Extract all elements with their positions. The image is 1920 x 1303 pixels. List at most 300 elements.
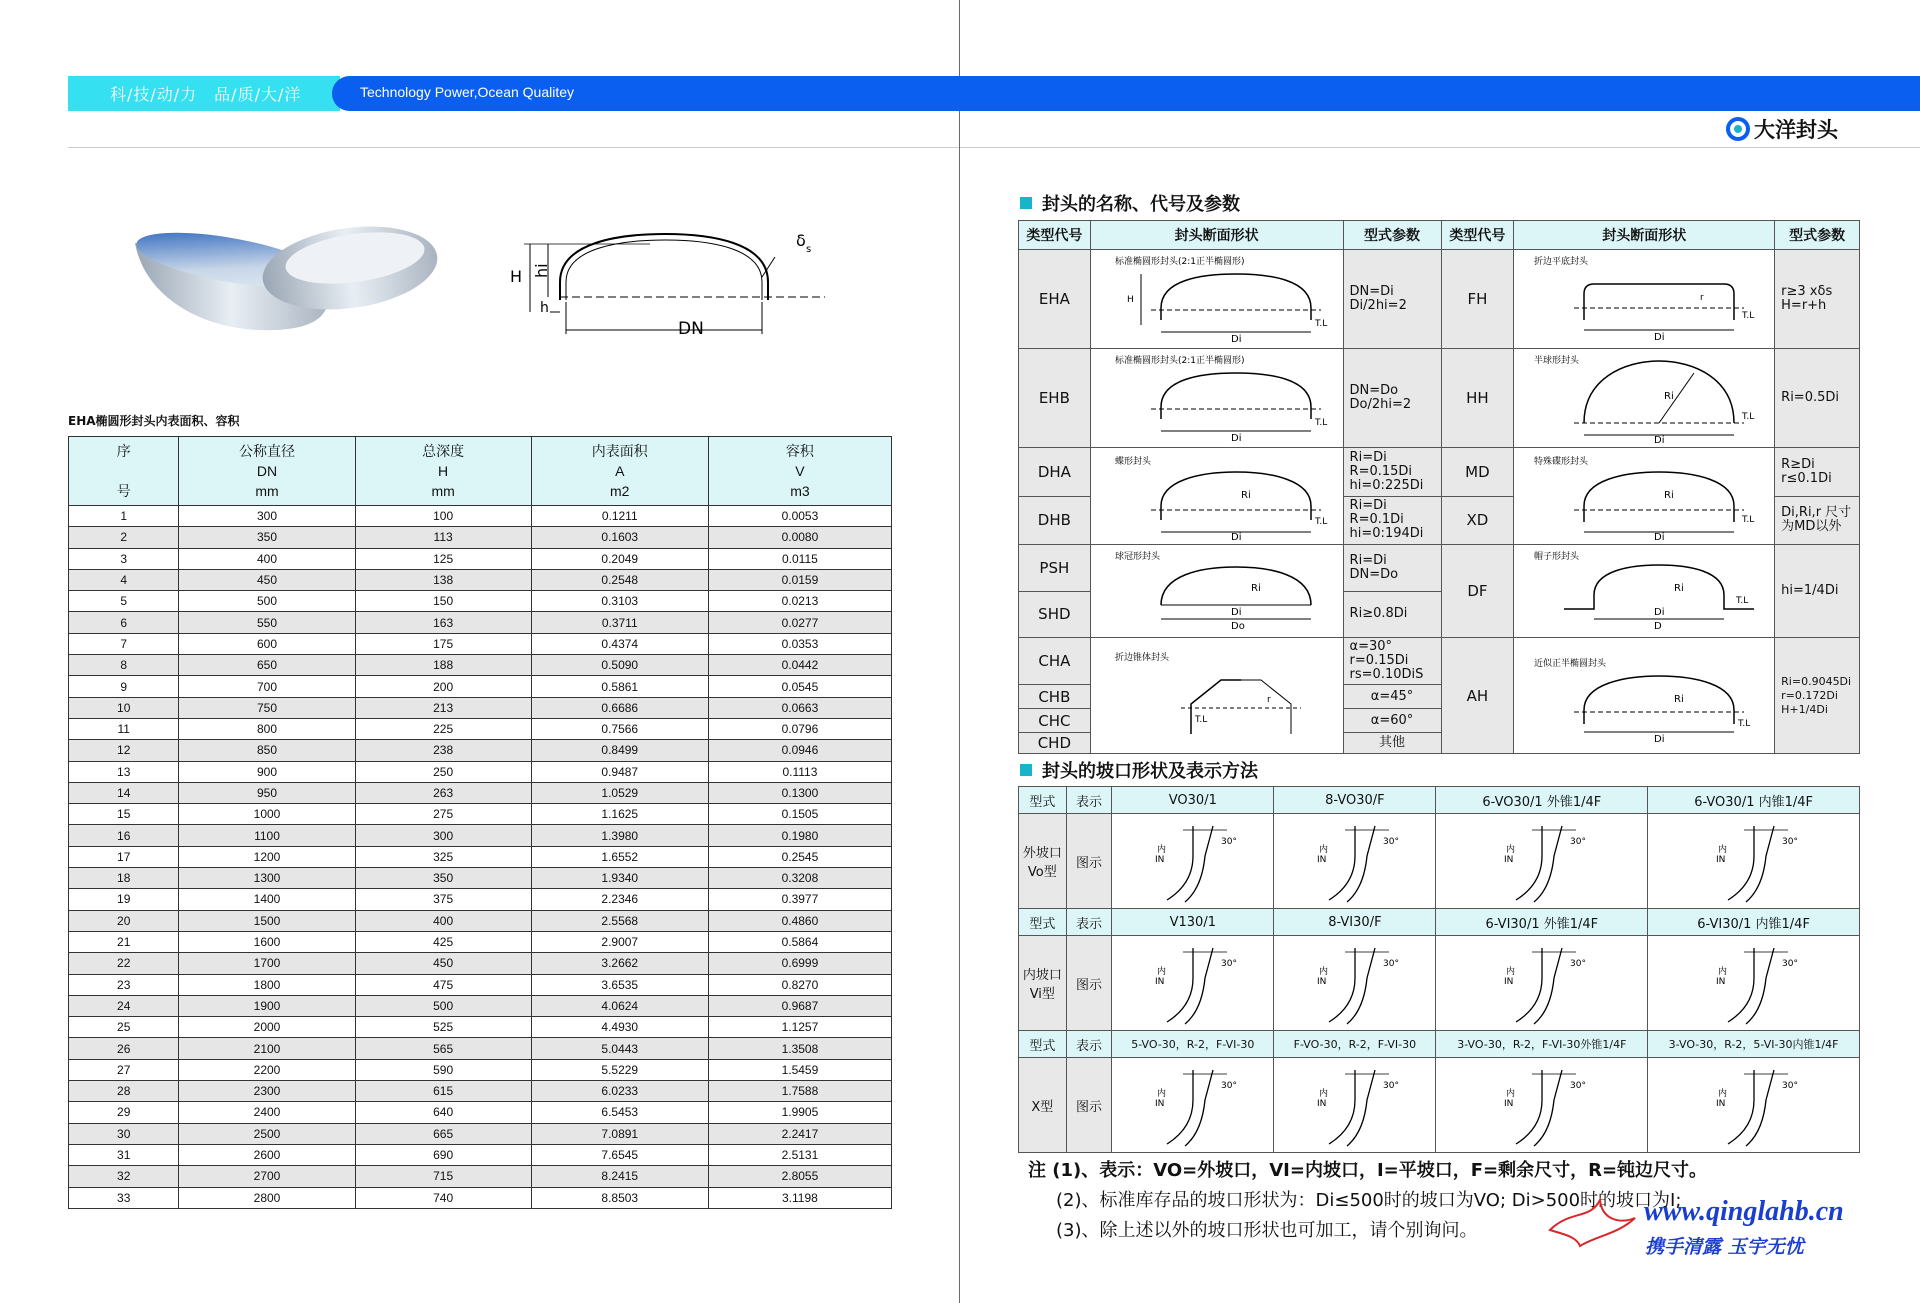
header-area-l3: m2 [610, 483, 630, 499]
param-eha [1343, 250, 1441, 349]
cell-seq: 21 [69, 931, 179, 952]
cell-h: 250 [355, 761, 531, 782]
th-type-code-2: 类型代号 [1441, 221, 1514, 250]
bevel-show-label: 表示 [1066, 1031, 1112, 1058]
cell-area: 2.5568 [531, 910, 708, 931]
cell-volume: 1.1257 [708, 1017, 891, 1038]
cell-volume: 0.0053 [708, 506, 891, 527]
vo-type-label-1: 外坡口 [1022, 846, 1062, 861]
x-col-2: F-VO-30，R-2，F-VI-30 [1274, 1031, 1436, 1058]
label-H: H [510, 267, 523, 286]
vo-col-3: 6-VO30/1 外锥1/4F [1436, 787, 1648, 814]
section-marker-icon [1020, 764, 1032, 776]
param-dha-2: R=0.15Di [1349, 463, 1413, 479]
x-col-3: 3-VO-30，R-2，F-VI-30外锥1/4F [1436, 1031, 1648, 1058]
bevel-vo-row [1019, 814, 1860, 909]
param-shd: Ri≥0.8Di [1343, 591, 1441, 638]
code-ehb: EHB [1019, 349, 1091, 448]
cell-seq: 2 [69, 527, 179, 548]
cell-dn: 650 [179, 655, 355, 676]
table-row [69, 782, 892, 803]
ah-shape-title: 近似正半椭圆封头 [1534, 658, 1607, 669]
table-row [69, 995, 892, 1016]
fh-shape-drawing [1514, 250, 1772, 344]
bevel-deg: 30° [1220, 836, 1237, 847]
bevel-deg: 30° [1781, 836, 1798, 847]
hh-ri: Ri [1664, 391, 1675, 402]
cell-volume: 0.0663 [708, 697, 891, 718]
bevel-header-row [1019, 787, 1860, 814]
cell-h: 138 [355, 569, 531, 590]
bevel-in-en: IN [1154, 976, 1165, 987]
cell-area: 7.0891 [531, 1123, 708, 1144]
bevel-in-en: IN [1154, 854, 1165, 865]
vi-type-label [1019, 936, 1067, 1031]
cell-h: 615 [355, 1081, 531, 1102]
vi-col-2: 8-VI30/F [1274, 909, 1436, 936]
divider-left [68, 147, 959, 148]
cell-dn: 1500 [179, 910, 355, 931]
cell-h: 690 [355, 1144, 531, 1165]
cell-area: 1.6552 [531, 846, 708, 867]
cell-dn: 1700 [179, 953, 355, 974]
code-dhb: DHB [1019, 496, 1091, 545]
psh-shape-drawing [1091, 545, 1341, 633]
psh-shape-title: 球冠形封头 [1114, 552, 1160, 562]
cell-h: 275 [355, 804, 531, 825]
table-row [69, 889, 892, 910]
bevel-type-label: 型式 [1019, 1031, 1067, 1058]
table-row [69, 846, 892, 867]
cell-volume: 2.2417 [708, 1123, 891, 1144]
ehb-shape-drawing [1091, 349, 1341, 443]
cell-seq: 14 [69, 782, 179, 803]
bevel-deg: 30° [1781, 958, 1798, 969]
cell-h: 590 [355, 1059, 531, 1080]
code-fh: FH [1441, 250, 1514, 349]
cell-h: 163 [355, 612, 531, 633]
section-title-types-text: 封头的名称、代号及参数 [1042, 194, 1240, 215]
table-body [69, 506, 892, 1209]
cell-dn: 2200 [179, 1059, 355, 1080]
bevel-deg: 30° [1569, 836, 1586, 847]
param-ah-3: H+1/4Di [1781, 702, 1828, 716]
df-shape-drawing [1514, 545, 1772, 633]
th-param-2: 型式参数 [1775, 221, 1860, 250]
header-area-l1: 内表面积 [591, 443, 648, 459]
header-seq [69, 437, 179, 506]
vo-pic-label: 图示 [1066, 814, 1112, 909]
brand-mark-icon [1726, 117, 1750, 141]
brand-name: 大洋封头 [1754, 118, 1838, 142]
param-xd [1775, 496, 1860, 545]
fh-shape-title: 折边平底封头 [1534, 257, 1589, 267]
hh-tl: T.L [1742, 412, 1755, 422]
cell-volume: 0.4860 [708, 910, 891, 931]
diagram-fh [1514, 250, 1775, 349]
bevel-show-label: 表示 [1066, 909, 1112, 936]
cell-dn: 550 [179, 612, 355, 633]
param-xd-2: 为MD以外 [1781, 519, 1842, 535]
bevel-deg: 30° [1382, 1080, 1399, 1091]
cell-h: 425 [355, 931, 531, 952]
cell-seq: 26 [69, 1038, 179, 1059]
cell-h: 113 [355, 527, 531, 548]
vo-type-label [1019, 814, 1067, 909]
x-pic-4 [1648, 1058, 1860, 1153]
ch-shape-title: 折边锥体封头 [1114, 652, 1169, 663]
bevel-x-row [1019, 1058, 1860, 1153]
bevel-in-cn: 内 [1156, 1088, 1166, 1099]
cell-area: 4.0624 [531, 995, 708, 1016]
cell-dn: 2400 [179, 1102, 355, 1123]
bevel-in-en: IN [1154, 1098, 1165, 1109]
table-row [69, 910, 892, 931]
cell-area: 0.4374 [531, 633, 708, 654]
bevel-in-cn: 内 [1717, 844, 1727, 855]
vo-pic-4 [1648, 814, 1860, 909]
bevel-in-en: IN [1316, 976, 1327, 987]
cell-h: 450 [355, 953, 531, 974]
cell-seq: 6 [69, 612, 179, 633]
param-psh [1343, 545, 1441, 592]
types-row [1019, 448, 1860, 497]
cell-h: 300 [355, 825, 531, 846]
cell-seq: 8 [69, 655, 179, 676]
table-row [69, 1166, 892, 1187]
cell-volume: 0.0277 [708, 612, 891, 633]
cell-h: 640 [355, 1102, 531, 1123]
fh-di: Di [1654, 332, 1665, 343]
ch-tl: T.L [1194, 714, 1208, 725]
diagram-ch [1090, 638, 1343, 754]
param-hh: Ri=0.5Di [1775, 349, 1860, 448]
cell-seq: 33 [69, 1187, 179, 1208]
bevel-deg: 30° [1382, 836, 1399, 847]
vo-col-1: VO30/1 [1112, 787, 1274, 814]
cell-h: 263 [355, 782, 531, 803]
md-shape-title: 特殊碟形封头 [1534, 457, 1589, 467]
bevel-sketch [1684, 938, 1824, 1026]
cell-dn: 2000 [179, 1017, 355, 1038]
cell-dn: 800 [179, 718, 355, 739]
param-dhb-3: hi=0:194Di [1349, 526, 1424, 542]
cell-volume: 0.1980 [708, 825, 891, 846]
cell-dn: 300 [179, 506, 355, 527]
param-cha-1: α=30° [1349, 639, 1393, 654]
cell-h: 500 [355, 995, 531, 1016]
df-shape-title: 帽子形封头 [1534, 552, 1580, 562]
bevel-sketch [1123, 816, 1263, 904]
th-shape: 封头断面形状 [1090, 221, 1343, 250]
table-row [69, 1102, 892, 1123]
bevel-sketch [1285, 816, 1425, 904]
param-fh-2: H=r+h [1781, 298, 1827, 313]
bevel-sketch [1472, 816, 1612, 904]
df-ri: Ri [1674, 583, 1685, 594]
param-dhb [1343, 496, 1441, 545]
table-row [69, 718, 892, 739]
cell-dn: 2800 [179, 1187, 355, 1208]
cell-seq: 17 [69, 846, 179, 867]
note-3: (3)、除上述以外的坡口形状也可加工，请个别询问。 [1056, 1220, 1478, 1241]
vi-pic-1 [1112, 936, 1274, 1031]
param-ehb [1343, 349, 1441, 448]
banner-slogan-cn: 科/技/动/力 品/质/大/洋 [110, 85, 302, 104]
bevel-in-en: IN [1715, 854, 1725, 865]
cell-area: 0.5090 [531, 655, 708, 676]
table-row [69, 612, 892, 633]
cell-area: 0.3711 [531, 612, 708, 633]
header-area [531, 437, 708, 506]
cell-seq: 20 [69, 910, 179, 931]
table-row [69, 1059, 892, 1080]
table-row [69, 868, 892, 889]
label-delta-sub: s [806, 244, 812, 255]
cell-seq: 7 [69, 633, 179, 654]
types-row [1019, 545, 1860, 592]
table-row [69, 548, 892, 569]
hh-shape-title: 半球形封头 [1534, 356, 1580, 366]
vo-pic-3 [1436, 814, 1648, 909]
cell-area: 2.2346 [531, 889, 708, 910]
cell-dn: 2600 [179, 1144, 355, 1165]
cell-seq: 5 [69, 591, 179, 612]
cell-h: 325 [355, 846, 531, 867]
header-h [355, 437, 531, 506]
cell-h: 225 [355, 718, 531, 739]
eha-di: Di [1230, 334, 1242, 344]
header-volume-l1: 容积 [785, 443, 814, 459]
vi-type-label-2: Vi型 [1029, 987, 1055, 1002]
cell-h: 665 [355, 1123, 531, 1144]
bevel-deg: 30° [1220, 1080, 1237, 1091]
bevel-sketch [1285, 938, 1425, 1026]
section-title-types [1020, 190, 1240, 216]
head-types-table [1018, 220, 1860, 754]
fh-tl: T.L [1742, 311, 1755, 321]
cell-area: 0.7566 [531, 718, 708, 739]
cell-area: 6.5453 [531, 1102, 708, 1123]
cell-h: 715 [355, 1166, 531, 1187]
cell-seq: 18 [69, 868, 179, 889]
dish-head-photo [125, 218, 445, 338]
cell-seq: 15 [69, 804, 179, 825]
cell-volume: 0.5864 [708, 931, 891, 952]
code-chb: CHB [1019, 685, 1091, 709]
cell-area: 0.5861 [531, 676, 708, 697]
cell-h: 100 [355, 506, 531, 527]
cell-area: 0.3103 [531, 591, 708, 612]
df-d: D [1654, 621, 1663, 632]
ehb-shape-title: 标准椭圆形封头(2:1正半椭圆形) [1114, 356, 1245, 366]
cell-dn: 2500 [179, 1123, 355, 1144]
code-chd: CHD [1019, 733, 1091, 754]
table-row [69, 974, 892, 995]
cell-volume: 1.7588 [708, 1081, 891, 1102]
bevel-in-cn: 内 [1318, 844, 1328, 855]
label-dn: DN [678, 319, 704, 339]
param-ah-1: Ri=0.9045Di [1781, 674, 1852, 688]
header-dn-l2: DN [256, 463, 278, 479]
table-row [69, 1038, 892, 1059]
cell-dn: 1800 [179, 974, 355, 995]
eha-shape-title: 标准椭圆形封头(2:1正半椭圆形) [1114, 257, 1245, 267]
bevel-in-en: IN [1503, 976, 1514, 987]
bevel-in-cn: 内 [1505, 1088, 1515, 1099]
cell-seq: 3 [69, 548, 179, 569]
cell-dn: 1200 [179, 846, 355, 867]
cell-dn: 750 [179, 697, 355, 718]
bevel-in-cn: 内 [1156, 844, 1166, 855]
watermark-slogan: 携手清露 玉宇无忧 [1645, 1236, 1804, 1258]
th-param: 型式参数 [1343, 221, 1441, 250]
param-cha [1343, 638, 1441, 685]
cell-volume: 0.0442 [708, 655, 891, 676]
cell-h: 525 [355, 1017, 531, 1038]
ch-r: r [1266, 694, 1271, 705]
cell-seq: 19 [69, 889, 179, 910]
bevel-in-en: IN [1715, 976, 1725, 987]
cell-seq: 16 [69, 825, 179, 846]
x-col-1: 5-VO-30，R-2，F-VI-30 [1112, 1031, 1274, 1058]
param-md-1: R≥Di [1781, 456, 1815, 472]
cell-area: 0.8499 [531, 740, 708, 761]
param-md [1775, 448, 1860, 497]
param-psh-1: Ri=Di [1349, 552, 1387, 568]
param-chb: α=45° [1343, 685, 1441, 709]
code-ah: AH [1441, 638, 1514, 754]
cell-volume: 1.5459 [708, 1059, 891, 1080]
cell-dn: 500 [179, 591, 355, 612]
table-row [69, 506, 892, 527]
label-hi: hi [532, 263, 551, 278]
header-dn [179, 437, 355, 506]
bevel-header-row [1019, 1031, 1860, 1058]
cell-seq: 22 [69, 953, 179, 974]
divider-right [960, 147, 1920, 148]
cell-volume: 0.2545 [708, 846, 891, 867]
dh-di: Di [1230, 532, 1242, 540]
psh-di: Di [1230, 607, 1242, 618]
cell-area: 8.8503 [531, 1187, 708, 1208]
param-chc: α=60° [1343, 709, 1441, 733]
bevel-deg: 30° [1569, 958, 1586, 969]
table-row [69, 1187, 892, 1208]
cell-volume: 0.3208 [708, 868, 891, 889]
cell-area: 3.2662 [531, 953, 708, 974]
header-dn-l3: mm [255, 483, 279, 499]
code-df: DF [1441, 545, 1514, 638]
watermark-url: www.qinglahb.cn [1644, 1196, 1844, 1227]
bevel-sketch [1684, 816, 1824, 904]
cell-dn: 350 [179, 527, 355, 548]
table-row [69, 953, 892, 974]
table-row [69, 804, 892, 825]
vo-type-label-2: Vo型 [1027, 865, 1057, 880]
section-title-bevel-text: 封头的坡口形状及表示方法 [1042, 761, 1258, 782]
header-volume-l2: V [795, 463, 805, 479]
dh-ri: Ri [1240, 490, 1251, 501]
bevel-table [1018, 786, 1860, 1153]
header-seq-l2 [69, 461, 178, 481]
header-h-l3: mm [431, 483, 455, 499]
cell-h: 238 [355, 740, 531, 761]
cell-seq: 24 [69, 995, 179, 1016]
cell-area: 0.1603 [531, 527, 708, 548]
cell-area: 1.9340 [531, 868, 708, 889]
vi-pic-2 [1274, 936, 1436, 1031]
cell-volume: 3.1198 [708, 1187, 891, 1208]
cell-h: 213 [355, 697, 531, 718]
bevel-sketch [1684, 1060, 1824, 1148]
cell-dn: 700 [179, 676, 355, 697]
psh-do: Do [1230, 621, 1245, 632]
md-ri: Ri [1664, 490, 1675, 501]
vi-col-4: 6-VI30/1 内锥1/4F [1648, 909, 1860, 936]
dh-shape-drawing [1091, 448, 1341, 540]
cell-h: 375 [355, 889, 531, 910]
cell-seq: 12 [69, 740, 179, 761]
cell-h: 565 [355, 1038, 531, 1059]
cell-area: 5.0443 [531, 1038, 708, 1059]
banner-slogan-en: Technology Power,Ocean Qualitey [360, 84, 575, 100]
watermark-bird-icon [1540, 1190, 1640, 1250]
vo-pic-2 [1274, 814, 1436, 909]
cell-volume: 0.6999 [708, 953, 891, 974]
eha-shape-drawing [1091, 250, 1341, 344]
cell-seq: 23 [69, 974, 179, 995]
cell-seq: 30 [69, 1123, 179, 1144]
bevel-in-cn: 内 [1318, 966, 1328, 977]
cell-volume: 0.0545 [708, 676, 891, 697]
diagram-ah [1514, 638, 1775, 754]
code-psh: PSH [1019, 545, 1091, 592]
bevel-in-en: IN [1715, 1098, 1725, 1109]
cell-seq: 10 [69, 697, 179, 718]
label-h: h [540, 300, 549, 316]
cell-dn: 1600 [179, 931, 355, 952]
note-1: 注 (1)、表示：VO=外坡口，VI=内坡口，I=平坡口，F=剩余尺寸，R=钝边尺寸。 [1028, 1160, 1708, 1181]
diagram-dh [1090, 448, 1343, 545]
code-eha: EHA [1019, 250, 1091, 349]
brand-logo [1726, 114, 1838, 144]
cell-area: 5.5229 [531, 1059, 708, 1080]
bevel-type-label: 型式 [1019, 787, 1067, 814]
code-dha: DHA [1019, 448, 1091, 497]
param-fh [1775, 250, 1860, 349]
diagram-eha [1090, 250, 1343, 349]
table-row [69, 527, 892, 548]
cell-volume: 0.0159 [708, 569, 891, 590]
param-ah-2: r=0.172Di [1781, 688, 1838, 702]
bevel-in-en: IN [1503, 854, 1514, 865]
cell-seq: 11 [69, 718, 179, 739]
eha-data-table [68, 436, 892, 1209]
param-dhb-2: R=0.1Di [1349, 512, 1404, 528]
table-header-row [69, 437, 892, 506]
param-cha-2: r=0.15Di [1349, 653, 1409, 668]
diagram-psh [1090, 545, 1343, 638]
psh-ri: Ri [1250, 583, 1261, 594]
cell-h: 400 [355, 910, 531, 931]
bevel-in-en: IN [1316, 1098, 1327, 1109]
cell-volume: 0.3977 [708, 889, 891, 910]
ah-shape-drawing [1514, 644, 1772, 744]
cell-volume: 0.0946 [708, 740, 891, 761]
code-cha: CHA [1019, 638, 1091, 685]
cell-dn: 900 [179, 761, 355, 782]
